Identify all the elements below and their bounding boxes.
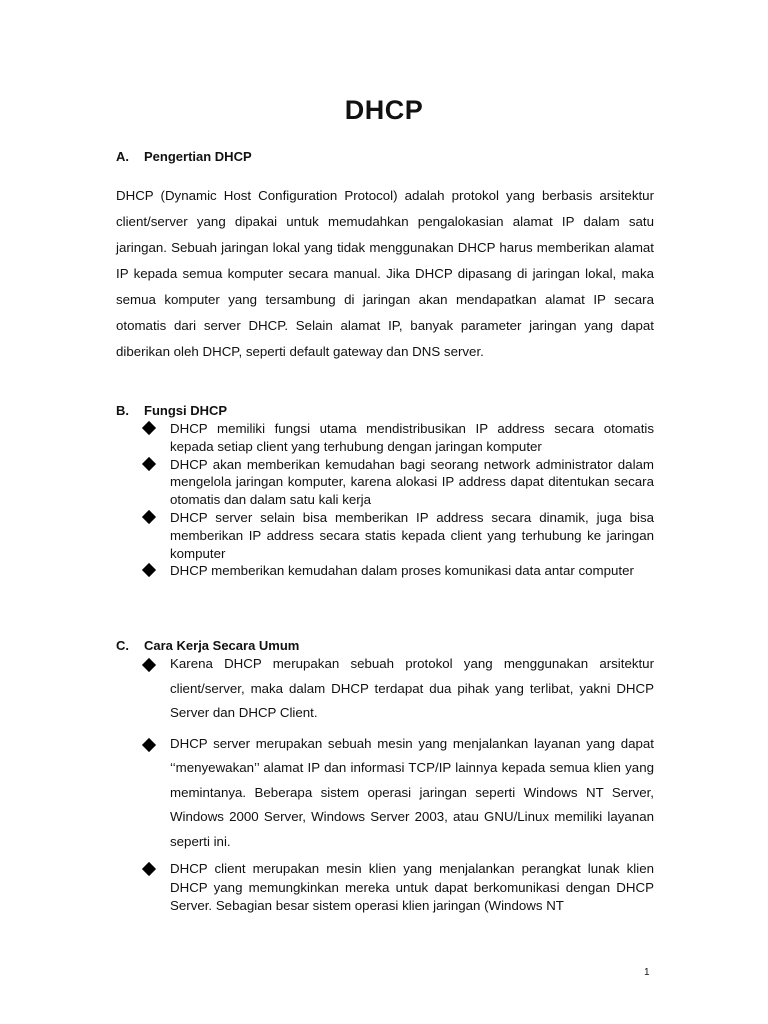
list-item: DHCP client merupakan mesin klien yang menjalankan perangkat lunak klien DHCP yang memungkinkan mereka untuk dapat berkomunikasi dengan DHCP Server. Sebagian besar sistem operasi klien jaringan (Windows NT [144, 860, 654, 916]
list-item: DHCP memiliki fungsi utama mendistribusikan IP address secara otomatis kepada setiap client yang terhubung dengan jaringan komputer [144, 420, 654, 456]
diamond-bullet-icon [142, 421, 156, 435]
section-c-letter: C. [116, 638, 129, 653]
diamond-bullet-icon [142, 563, 156, 577]
diamond-bullet-icon [142, 658, 156, 672]
diamond-bullet-icon [142, 737, 156, 751]
list-item: DHCP server merupakan sebuah mesin yang menjalankan layanan yang dapat ‘‘menyewakan’’ alamat IP dan informasi TCP/IP lainnya kepada semua klien yang memintanya. Beberapa sistem operasi jaringan seperti Windows NT Server, Windows 2000 Server, Windows Server 2003, atau GNU/Linux memiliki layanan seperti ini. [144, 732, 654, 855]
list-item: DHCP server selain bisa memberikan IP address secara dinamik, juga bisa memberikan IP address secara statis kepada client yang terhubung ke jaringan komputer [144, 509, 654, 562]
page-number: 1 [644, 967, 650, 978]
section-a-heading [116, 149, 252, 164]
section-a-paragraph: DHCP (Dynamic Host Configuration Protocol) adalah protokol yang berbasis arsitektur client/server yang dipakai untuk memudahkan pengalokasian alamat IP dalam satu jaringan. Sebuah jaringan lokal yang tidak menggunakan DHCP harus memberikan alamat IP kepada semua komputer secara manual. Jika DHCP dipasang di jaringan lokal, maka semua komputer yang tersambung di jaringan akan mendapatkan alamat IP secara otomatis dari server DHCP. Selain alamat IP, banyak parameter jaringan yang dapat diberikan oleh DHCP, seperti default gateway dan DNS server. [116, 188, 654, 359]
section-b-letter: B. [116, 403, 129, 418]
section-b-heading [116, 403, 227, 418]
diamond-bullet-icon [142, 862, 156, 876]
list-item: DHCP akan memberikan kemudahan bagi seorang network administrator dalam mengelola jaringan komputer, karena alokasi IP address dapat ditentukan secara otomatis dan dalam satu kali kerja [144, 456, 654, 509]
section-c-list [144, 652, 654, 916]
diamond-bullet-icon [142, 457, 156, 471]
section-b-list [144, 420, 654, 580]
page-title: DHCP [344, 95, 424, 125]
section-a-title: Pengertian DHCP [144, 149, 252, 164]
section-c-heading [116, 638, 299, 653]
section-b-title: Fungsi DHCP [144, 403, 228, 418]
diamond-bullet-icon [142, 510, 156, 524]
section-c-title: Cara Kerja Secara Umum [144, 638, 300, 653]
section-a-letter: A. [116, 149, 129, 164]
list-item: DHCP memberikan kemudahan dalam proses komunikasi data antar computer [144, 562, 654, 580]
list-item: Karena DHCP merupakan sebuah protokol yang menggunakan arsitektur client/server, maka dalam DHCP terdapat dua pihak yang terlibat, yakni DHCP Server dan DHCP Client. [144, 652, 654, 726]
